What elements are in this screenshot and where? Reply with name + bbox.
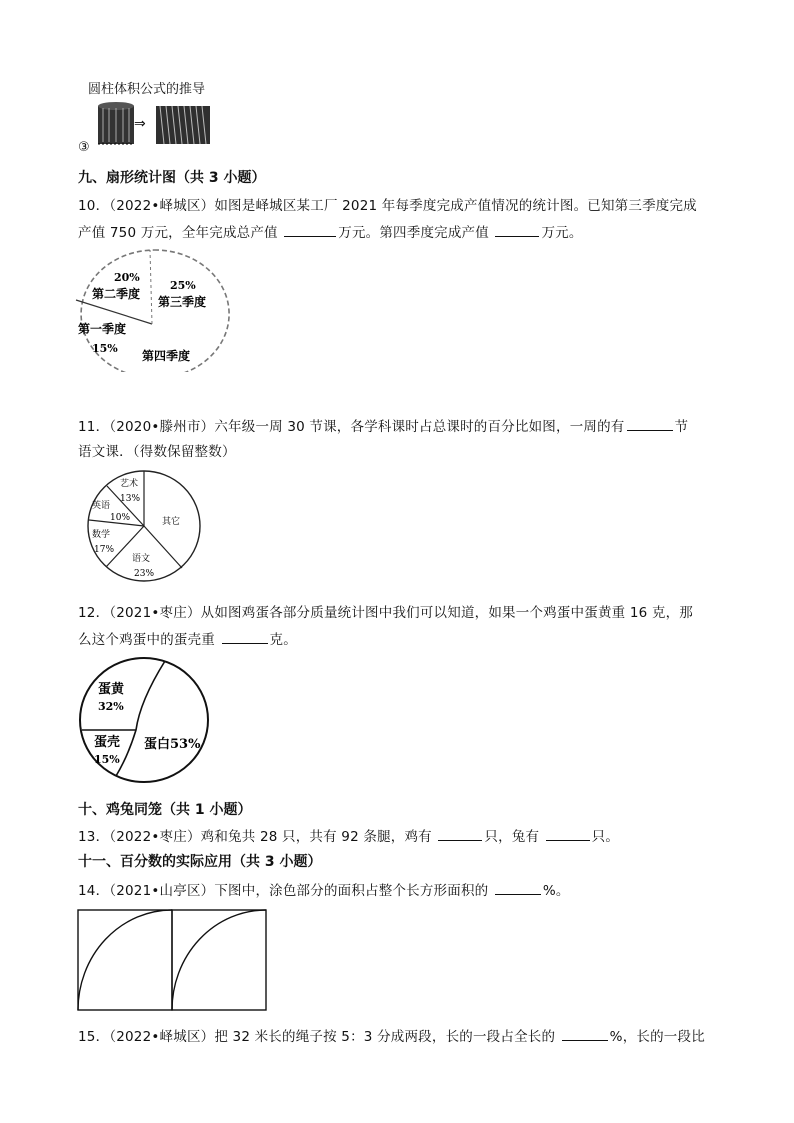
answer-blank[interactable] [495, 880, 541, 895]
derivation-arrow: ⇒ [134, 116, 146, 132]
top-figure-caption: 圆柱体积公式的推导 [88, 82, 206, 97]
english-pct-label: 10% [110, 513, 131, 523]
question-15 [78, 1026, 705, 1047]
english-name-label: 英语 [92, 501, 111, 511]
quarterly-output-pie-chart [74, 248, 234, 372]
quarter-arc [78, 910, 172, 1010]
question-11-line-1 [78, 416, 688, 437]
answer-blank[interactable] [438, 826, 482, 841]
answer-blank[interactable] [627, 416, 673, 431]
q1-name-label: 第一季度 [78, 322, 127, 336]
q13-text-b: 只，兔有 [484, 829, 544, 845]
math-name-label: 数学 [92, 530, 111, 540]
q13-text-a: 13．（2022•枣庄）鸡和兔共 28 只，共有 92 条腿，鸡有 [78, 829, 437, 845]
q13-text-c: 只。 [591, 829, 620, 845]
answer-blank[interactable] [546, 826, 590, 841]
math-pct-label: 17% [94, 545, 115, 555]
question-12-line-2 [78, 629, 297, 650]
question-11-line-2: 语文课．（得数保留整数） [78, 444, 236, 460]
answer-blank[interactable] [495, 222, 539, 237]
q14-text-b: %。 [542, 883, 570, 899]
q10-text-a: 产值 750 万元，全年完成总产值 [78, 225, 283, 241]
section-title-11: 十一、百分数的实际应用（共 3 小题） [78, 854, 322, 870]
answer-blank[interactable] [222, 629, 268, 644]
art-pct-label: 13% [120, 494, 141, 504]
other-name-label: 其它 [162, 517, 181, 527]
q11-text-a: 11．（2020•滕州市）六年级一周 30 节课，各学科课时占总课时的百分比如图，一周的有 [78, 419, 625, 435]
answer-blank[interactable] [284, 222, 336, 237]
subject-hours-pie-chart [84, 468, 208, 586]
q12-text-a: 么这个鸡蛋中的蛋壳重 [78, 632, 220, 648]
art-name-label: 艺术 [120, 479, 139, 489]
q12-text-b: 克。 [269, 632, 297, 648]
section-title-9: 九、扇形统计图（共 3 小题） [78, 170, 266, 186]
chinese-pct-label: 23% [134, 569, 155, 579]
question-14 [78, 880, 570, 901]
two-squares-arc-figure [76, 908, 270, 1014]
q4-name-label: 第四季度 [142, 349, 191, 363]
yolk-name-label: 蛋黄 [98, 682, 125, 697]
q2-name-label: 第二季度 [92, 287, 141, 301]
q3-pct-label: 25% [170, 279, 196, 292]
figure-number: ③ [78, 140, 90, 155]
white-label: 蛋白53% [144, 737, 201, 752]
question-10-line-2 [78, 222, 583, 243]
top-figure [78, 78, 228, 158]
cylinder-derivation-image [78, 98, 218, 154]
question-13 [78, 826, 619, 847]
quarter-arc [172, 910, 266, 1010]
q2-pct-label: 20% [114, 271, 140, 284]
q15-text-a: 15．（2022•峄城区）把 32 米长的绳子按 5：3 分成两段，长的一段占全长的 [78, 1029, 560, 1045]
q3-name-label: 第三季度 [158, 295, 207, 309]
q1-pct-label: 15% [92, 342, 118, 355]
pie-divider [76, 300, 152, 324]
shell-name-label: 蛋壳 [94, 735, 121, 750]
question-12-line-1: 12．（2021•枣庄）从如图鸡蛋各部分质量统计图中我们可以知道，如果一个鸡蛋中蛋黄重 16 克，那 [78, 605, 694, 621]
q15-text-b: %，长的一段比 [609, 1029, 705, 1045]
yolk-pct-label: 32% [98, 700, 124, 713]
shell-pct-label: 15% [94, 753, 120, 766]
q14-text-a: 14．（2021•山亭区）下图中，涂色部分的面积占整个长方形面积的 [78, 883, 493, 899]
answer-blank[interactable] [562, 1026, 608, 1041]
pie-divider [150, 250, 152, 324]
section-title-10: 十、鸡兔同笼（共 1 小题） [78, 802, 252, 818]
q11-text-b: 节 [674, 419, 689, 435]
pie-divider [116, 661, 165, 776]
q10-text-b: 万元。第四季度完成产值 [338, 225, 494, 241]
egg-mass-pie-chart [78, 656, 212, 784]
question-10-line-1: 10．（2022•峄城区）如图是峄城区某工厂 2021 年每季度完成产值情况的统计图。已知第三季度完成 [78, 198, 697, 214]
q10-text-c: 万元。 [541, 225, 583, 241]
chinese-name-label: 语文 [132, 554, 151, 564]
